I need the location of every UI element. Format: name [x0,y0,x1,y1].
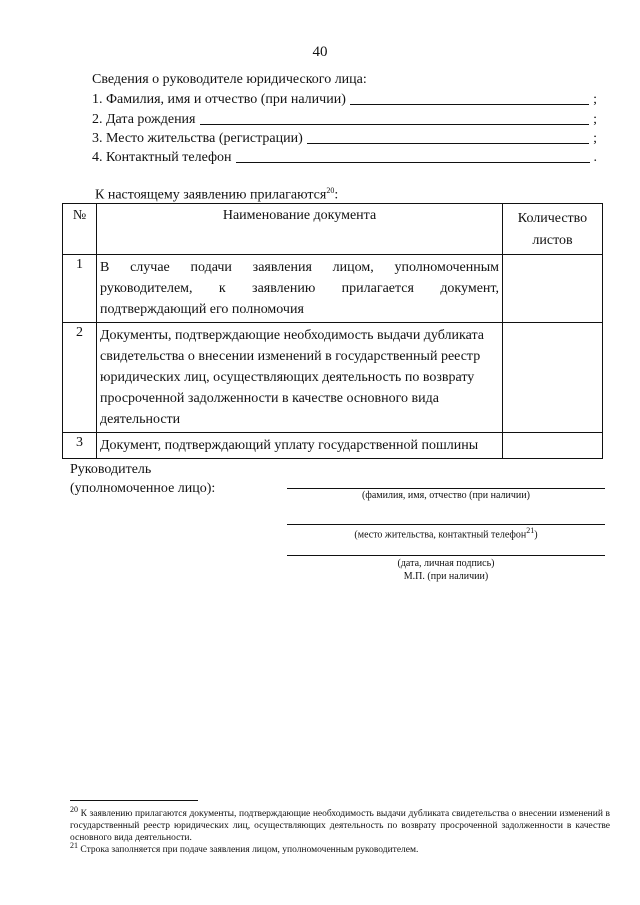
field-label: 3. Место жительства (регистрации) [92,131,303,146]
field-birth-date[interactable]: 2. Дата рождения ; [92,112,597,127]
row-doc-name: Документы, подтверждающие необходимость выдачи дубликата свидетельства о внесении изменений в государственный реестр юридических лиц, осуществляющих деятельность по возврату просроченной задолженности в качестве основного вида деятельности [97,323,503,433]
footnote-20: $^{20}$ К заявлению прилагаются документы, подтверждающие необходимость выдачи дубликата свидетельства о внесении изменений в государственный реестр юридических лиц, осуществляющих деятельность по возврату просроченной задолженности в качестве основного вида деятельности. [70,805,611,844]
director-info-heading: Сведения о руководителе юридического лица: [92,72,367,87]
table-header-row [63,204,603,255]
header-qty: Количество листов [503,204,603,255]
row-num: 1 [63,255,97,323]
field-full-name[interactable]: 1. Фамилия, имя и отчество (при наличии) ; [92,92,597,107]
attachments-title: К настоящему заявлению прилагаются$^{20}$: [95,186,339,203]
signature-label-line2: (уполномоченное лицо): [70,481,216,496]
footnote-ref-21: 21 [526,526,535,535]
signature-line-contact[interactable] [287,524,605,525]
row-doc-name: Документ, подтверждающий уплату государственной пошлины [97,433,503,459]
row-doc-name: В случае подачи заявления лицом, уполномоченным руководителем, к заявлению прилагается документ, подтверждающий его полномочия [97,255,503,323]
footnote-21: $^{21}$ Строка заполняется при подаче заявления лицом, уполномоченным руководителем. [70,841,419,856]
field-label: 4. Контактный телефон [92,150,232,165]
row-qty-cell[interactable] [503,255,603,323]
caption-date-signature: (дата, личная подпись) [397,558,495,569]
row-qty-cell[interactable] [503,433,603,459]
fill-line [200,123,590,125]
fill-line [236,161,590,163]
signature-line-date[interactable] [287,555,605,556]
signature-line-name[interactable] [287,488,605,489]
row-num: 3 [63,433,97,459]
row-num: 2 [63,323,97,433]
caption-seal: М.П. (при наличии) [403,571,489,582]
field-label: 2. Дата рождения [92,112,196,127]
page-number: 40 [312,44,328,60]
signature-label-line1: Руководитель [70,462,152,477]
attachments-table [62,203,603,459]
caption-name: (фамилия, имя, отчество (при наличии) [362,490,530,501]
fill-line [350,103,589,105]
table-row [63,323,603,433]
field-phone[interactable]: 4. Контактный телефон . [92,150,597,165]
table-row [63,255,603,323]
footnote-ref-20: 20 [326,186,335,195]
field-residence[interactable]: 3. Место жительства (регистрации) ; [92,131,597,146]
fill-line [307,142,589,144]
row-qty-cell[interactable] [503,323,603,433]
field-label: 1. Фамилия, имя и отчество (при наличии) [92,92,346,107]
header-doc-name: Наименование документа [97,204,503,255]
footnote-separator [70,800,198,801]
caption-contact: (место жительства, контактный телефон$^{21}$) [354,526,538,541]
header-num: № [63,204,97,255]
table-row [63,433,603,459]
